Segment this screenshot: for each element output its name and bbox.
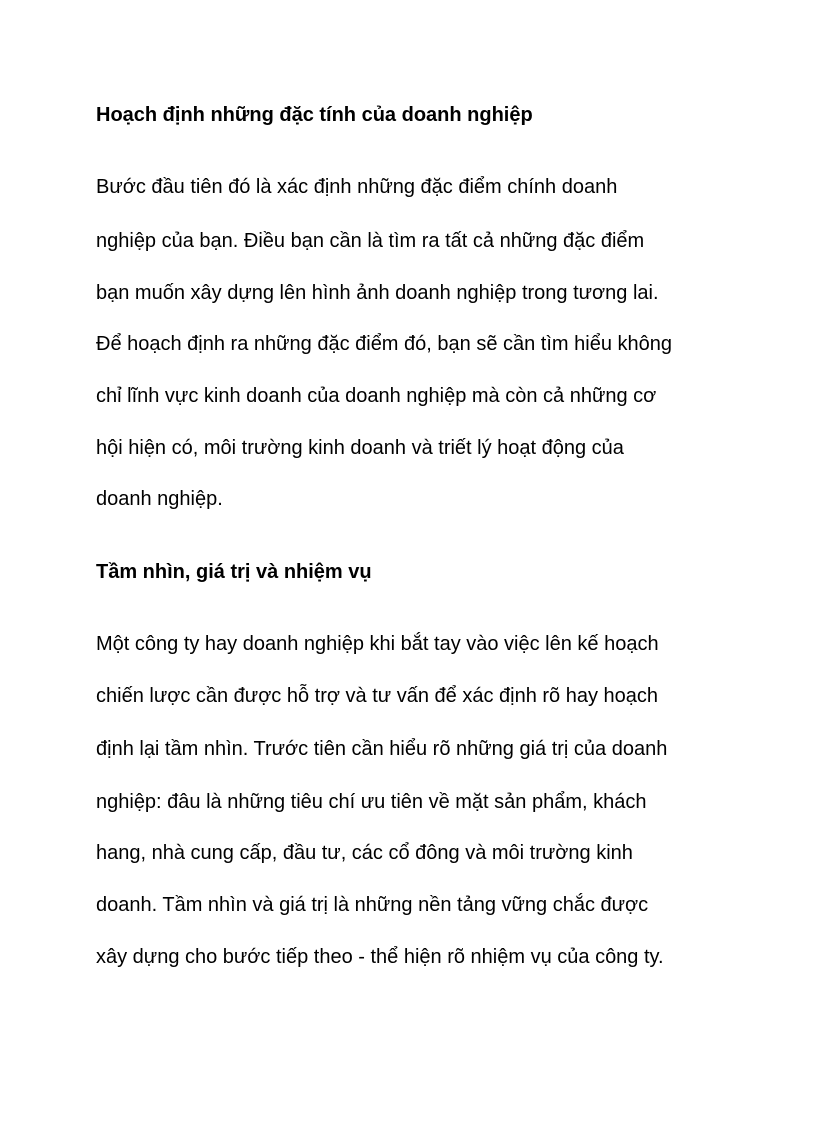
paragraph-line: bạn muốn xây dựng lên hình ảnh doanh nghiệp trong tương lai. [96, 282, 659, 304]
paragraph-line: chỉ lĩnh vực kinh doanh của doanh nghiệp mà còn cả những cơ [96, 385, 657, 407]
paragraph-line: Để hoạch định ra những đặc điểm đó, bạn sẽ cần tìm hiểu không [96, 333, 672, 355]
paragraph-line: nghiệp: đâu là những tiêu chí ưu tiên về mặt sản phẩm, khách [96, 791, 647, 813]
paragraph-line: Bước đầu tiên đó là xác định những đặc điểm chính doanh [96, 176, 618, 198]
paragraph-line: định lại tầm nhìn. Trước tiên cần hiểu rõ những giá trị của doanh [96, 738, 668, 760]
section-heading: Hoạch định những đặc tính của doanh nghiệp [96, 104, 533, 126]
paragraph-line: hang, nhà cung cấp, đầu tư, các cổ đông và môi trường kinh [96, 842, 633, 864]
paragraph-line: Một công ty hay doanh nghiệp khi bắt tay vào việc lên kế hoạch [96, 633, 659, 655]
paragraph-line: xây dựng cho bước tiếp theo - thể hiện rõ nhiệm vụ của công ty. [96, 946, 664, 968]
paragraph-line: hội hiện có, môi trường kinh doanh và triết lý hoạt động của [96, 437, 624, 459]
paragraph-line: nghiệp của bạn. Điều bạn cần là tìm ra tất cả những đặc điểm [96, 230, 645, 252]
section-heading: Tầm nhìn, giá trị và nhiệm vụ [96, 561, 372, 583]
paragraph-line: doanh. Tầm nhìn và giá trị là những nền tảng vững chắc được [96, 894, 649, 916]
paragraph-line: chiến lược cần được hỗ trợ và tư vấn để xác định rõ hay hoạch [96, 685, 659, 707]
paragraph-line: doanh nghiệp. [96, 488, 223, 510]
